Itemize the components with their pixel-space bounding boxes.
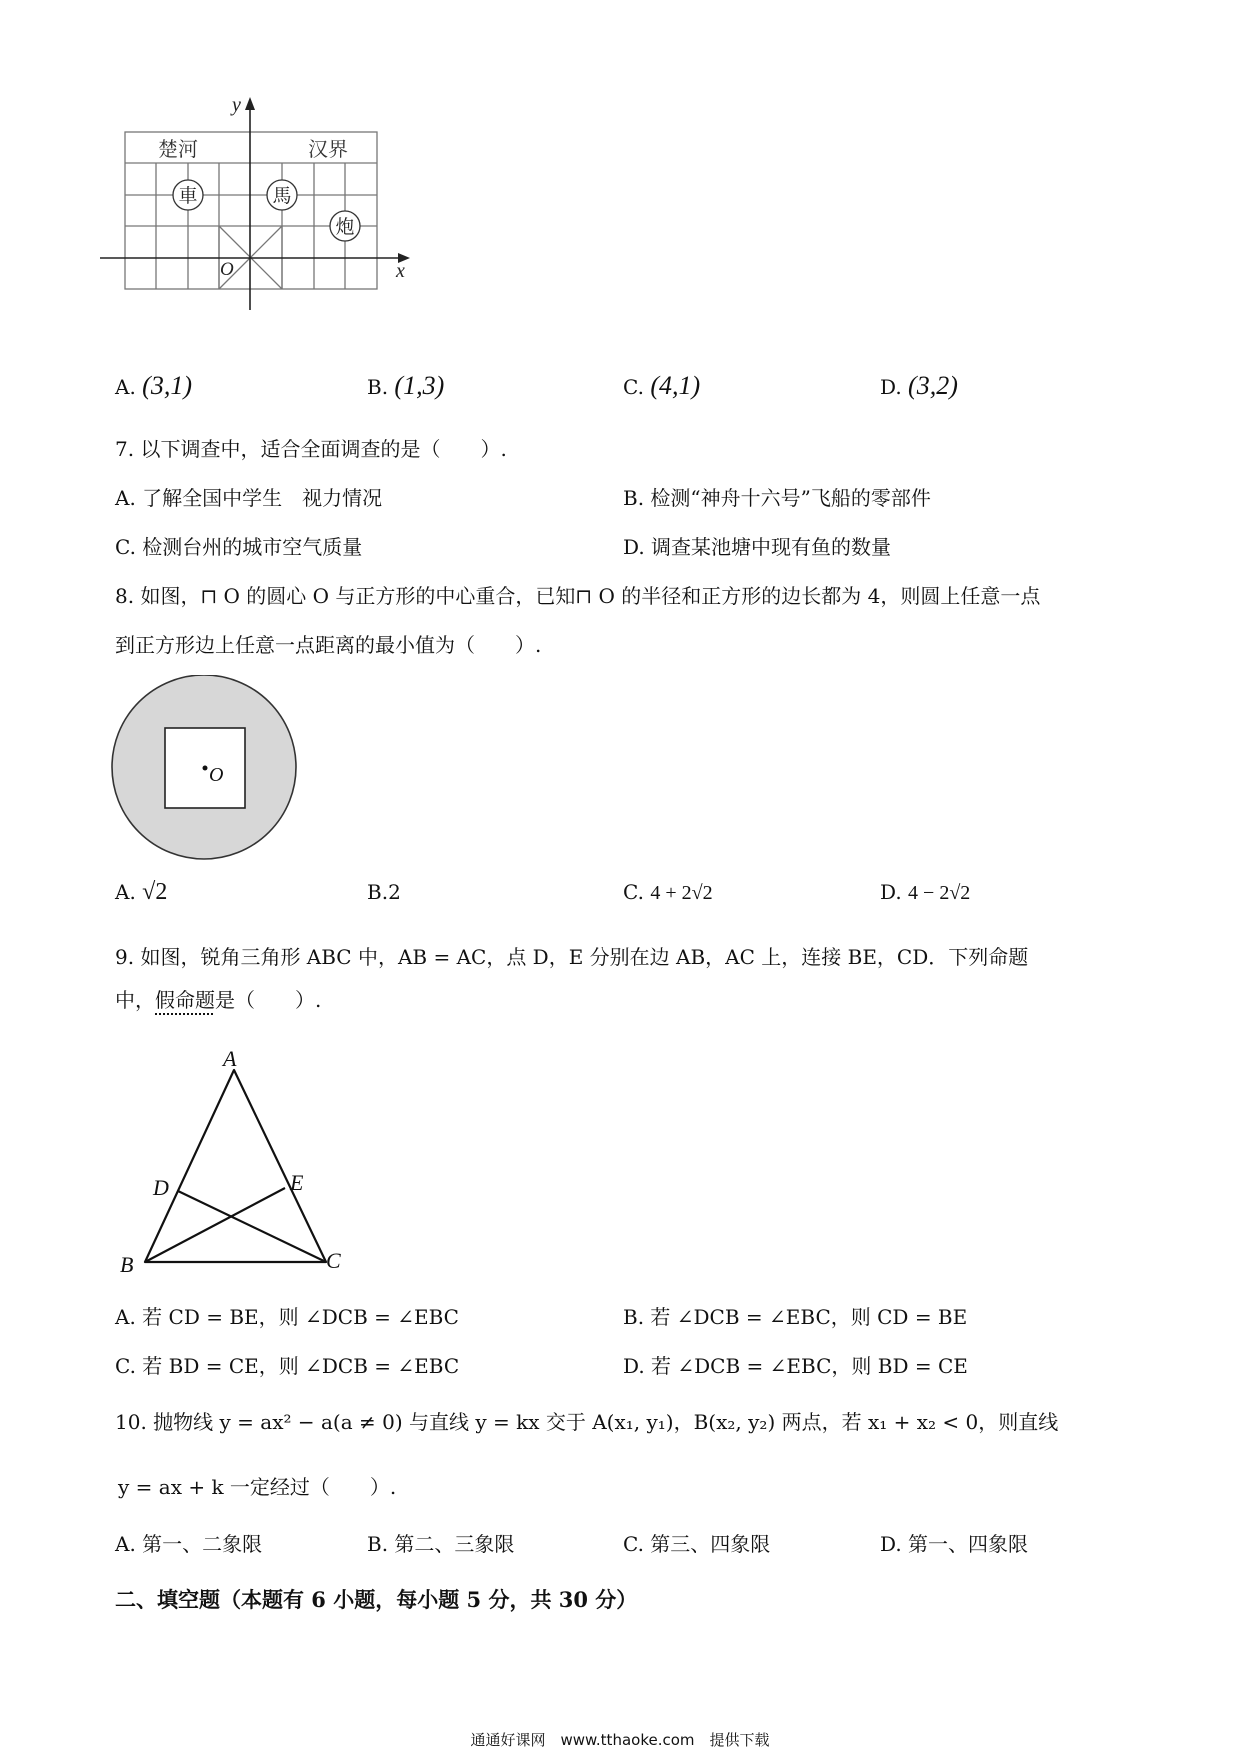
horse-piece — [267, 180, 297, 210]
q6-option-d-letter: D. — [880, 375, 902, 399]
q8-option-c-value: 4 + 2√2 — [650, 882, 713, 904]
q6-option-a-value: (3,1) — [142, 371, 192, 400]
q10-option-d[interactable]: D. 第一、四象限 — [880, 1532, 1029, 1556]
q8-option-a[interactable] — [115, 878, 167, 906]
q8-option-d-letter: D. — [880, 880, 902, 904]
q8-option-d-value: 4 − 2√2 — [908, 882, 971, 904]
q7-option-d[interactable]: D. 调查某池塘中现有鱼的数量 — [623, 535, 892, 559]
q9-emphasis-false-proposition: 假命题 — [155, 988, 215, 1012]
page-footer: 通通好课网 www.tthaoke.com 提供下载 — [470, 1731, 770, 1749]
q7-option-a[interactable]: A. 了解全国中学生 视力情况 — [115, 486, 383, 510]
x-axis-label: x — [396, 260, 405, 282]
q9-option-c[interactable]: C. 若 BD = CE，则 ∠DCB = ∠EBC — [115, 1354, 460, 1378]
q8-stem-line1: 8. 如图，⊓ O 的圆心 O 与正方形的中心重合，已知⊓ O 的半径和正方形的边长都为 4，则圆上任意一点 — [115, 584, 1041, 608]
q9-option-b[interactable]: B. 若 ∠DCB = ∠EBC，则 CD = BE — [623, 1305, 968, 1329]
q7-option-b[interactable]: B. 检测“神舟十六号”飞船的零部件 — [623, 486, 931, 510]
vertex-b-label: B — [120, 1252, 134, 1275]
q10-option-b[interactable]: B. 第二、三象限 — [367, 1532, 515, 1556]
river-left-label: 楚河 — [158, 137, 198, 161]
q6-option-c-letter: C. — [623, 375, 644, 399]
q10-option-a[interactable]: A. 第一、二象限 — [115, 1532, 263, 1556]
q9-option-a[interactable]: A. 若 CD = BE，则 ∠DCB = ∠EBC — [115, 1305, 459, 1329]
q8-option-b[interactable] — [367, 878, 401, 906]
q8-option-a-value: √2 — [142, 879, 168, 905]
q6-option-a[interactable] — [115, 372, 192, 401]
q6-option-b-value: (1,3) — [394, 371, 445, 400]
q6-option-d-value: (3,2) — [908, 371, 958, 400]
q6-option-b[interactable] — [367, 372, 444, 401]
origin-label: O — [220, 259, 234, 280]
q9-stem-line2-prefix: 中， — [115, 988, 155, 1012]
q9-stem-line2-suffix: 是（ ）. — [215, 988, 322, 1012]
q9-stem-line2 — [115, 988, 321, 1012]
point-d-label: D — [153, 1175, 169, 1200]
horse-piece-label: 馬 — [272, 185, 292, 207]
cannon-piece-label: 炮 — [335, 216, 355, 238]
q6-option-c-value: (4,1) — [650, 371, 701, 400]
q8-option-d[interactable] — [880, 878, 970, 907]
y-axis-label: y — [232, 95, 241, 116]
q10-stem-line1: 10. 抛物线 y = ax² − a(a ≠ 0) 与直线 y = kx 交于 A(x₁, y₁)，B(x₂, y₂) 两点，若 x₁ + x₂ < 0，则直线 — [115, 1410, 1059, 1434]
q6-option-c[interactable] — [623, 372, 700, 401]
q8-option-b-letter: B. — [367, 880, 389, 904]
q8-stem-line2: 到正方形边上任意一点距离的最小值为（ ）. — [115, 633, 542, 657]
center-o-label: O — [209, 764, 224, 786]
cannon-piece — [330, 211, 360, 241]
chessboard-figure — [100, 95, 430, 355]
q7-option-c[interactable]: C. 检测台州的城市空气质量 — [115, 535, 363, 559]
q9-stem-line1: 9. 如图，锐角三角形 ABC 中，AB = AC，点 D，E 分别在边 AB，AC 上，连接 BE，CD．下列命题 — [115, 945, 1029, 969]
chariot-piece — [173, 180, 203, 210]
q8-option-b-value: 2 — [388, 880, 401, 904]
vertex-c-label: C — [326, 1248, 341, 1273]
q7-stem: 7. 以下调查中，适合全面调查的是（ ）. — [115, 437, 507, 461]
vertex-a-label: A — [223, 1046, 237, 1071]
q8-option-c[interactable] — [623, 878, 713, 907]
q6-option-b-letter: B. — [367, 375, 389, 399]
q10-stem-line2: y = ax + k 一定经过（ ）. — [118, 1475, 397, 1499]
q8-option-a-letter: A. — [115, 880, 136, 904]
triangle-figure — [110, 1040, 360, 1275]
q6-option-d[interactable] — [880, 372, 958, 401]
chariot-piece-label: 車 — [178, 185, 198, 207]
section-2-heading: 二、填空题（本题有 6 小题，每小题 5 分，共 30 分） — [115, 1587, 638, 1612]
circle-square-figure — [110, 675, 305, 865]
river-right-label: 汉界 — [308, 137, 348, 161]
q8-option-c-letter: C. — [623, 880, 644, 904]
q6-option-a-letter: A. — [115, 375, 136, 399]
q10-option-c[interactable]: C. 第三、四象限 — [623, 1532, 771, 1556]
point-e-label: E — [290, 1170, 304, 1195]
q9-option-d[interactable]: D. 若 ∠DCB = ∠EBC，则 BD = CE — [623, 1354, 968, 1378]
